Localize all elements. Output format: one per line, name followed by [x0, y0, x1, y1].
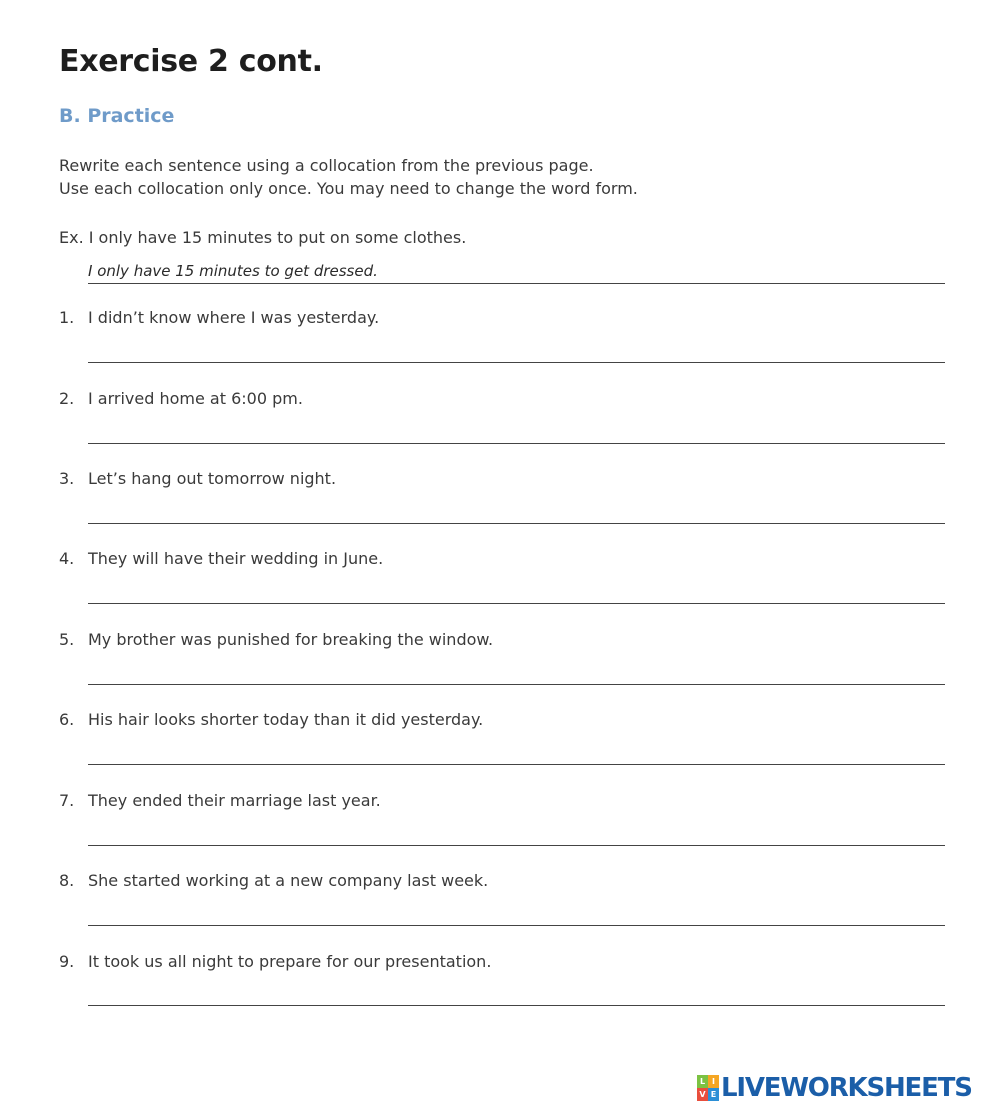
item-number: 3.: [59, 469, 75, 488]
item-sentence: I arrived home at 6:00 pm.: [88, 389, 303, 408]
answer-input-4[interactable]: [88, 575, 945, 604]
item-number: 2.: [59, 389, 75, 408]
answer-input-9[interactable]: [88, 977, 945, 1006]
liveworksheets-logo: [697, 1073, 972, 1103]
logo-icon-tile: L: [697, 1075, 708, 1088]
page-title: Exercise 2 cont.: [59, 44, 323, 79]
section-heading: B. Practice: [59, 105, 175, 127]
item-number: 6.: [59, 710, 75, 729]
item-sentence: She started working at a new company last week.: [88, 871, 489, 890]
liveworksheets-logo-icon: [697, 1075, 719, 1101]
answer-input-1[interactable]: [88, 334, 945, 363]
item-sentence: My brother was punished for breaking the window.: [88, 630, 494, 649]
item-number: 4.: [59, 549, 75, 568]
item-number: 5.: [59, 630, 75, 649]
instruction-line-1: Rewrite each sentence using a collocation from the previous page.: [59, 156, 594, 175]
logo-icon-tile: I: [708, 1075, 719, 1088]
item-number: 7.: [59, 791, 75, 810]
instruction-line-2: Use each collocation only once. You may need to change the word form.: [59, 179, 638, 198]
answer-input-2[interactable]: [88, 415, 945, 444]
item-sentence: They will have their wedding in June.: [88, 549, 384, 568]
logo-icon-tile: V: [697, 1088, 708, 1101]
item-sentence: I didn’t know where I was yesterday.: [88, 308, 380, 327]
instructions: [59, 154, 638, 200]
answer-input-3[interactable]: [88, 495, 945, 524]
example-answer: I only have 15 minutes to get dressed.: [88, 262, 945, 284]
item-sentence: Let’s hang out tomorrow night.: [88, 469, 337, 488]
example-prompt: Ex. I only have 15 minutes to put on some clothes.: [59, 228, 467, 247]
answer-input-7[interactable]: [88, 817, 945, 846]
item-number: 9.: [59, 952, 75, 971]
item-sentence: It took us all night to prepare for our presentation.: [88, 952, 492, 971]
answer-input-5[interactable]: [88, 656, 945, 685]
item-sentence: His hair looks shorter today than it did yesterday.: [88, 710, 484, 729]
answer-input-8[interactable]: [88, 897, 945, 926]
answer-input-6[interactable]: [88, 736, 945, 765]
logo-icon-tile: E: [708, 1088, 719, 1101]
logo-text: LIVEWORKSHEETS: [721, 1073, 972, 1103]
item-sentence: They ended their marriage last year.: [88, 791, 381, 810]
item-number: 8.: [59, 871, 75, 890]
item-number: 1.: [59, 308, 75, 327]
